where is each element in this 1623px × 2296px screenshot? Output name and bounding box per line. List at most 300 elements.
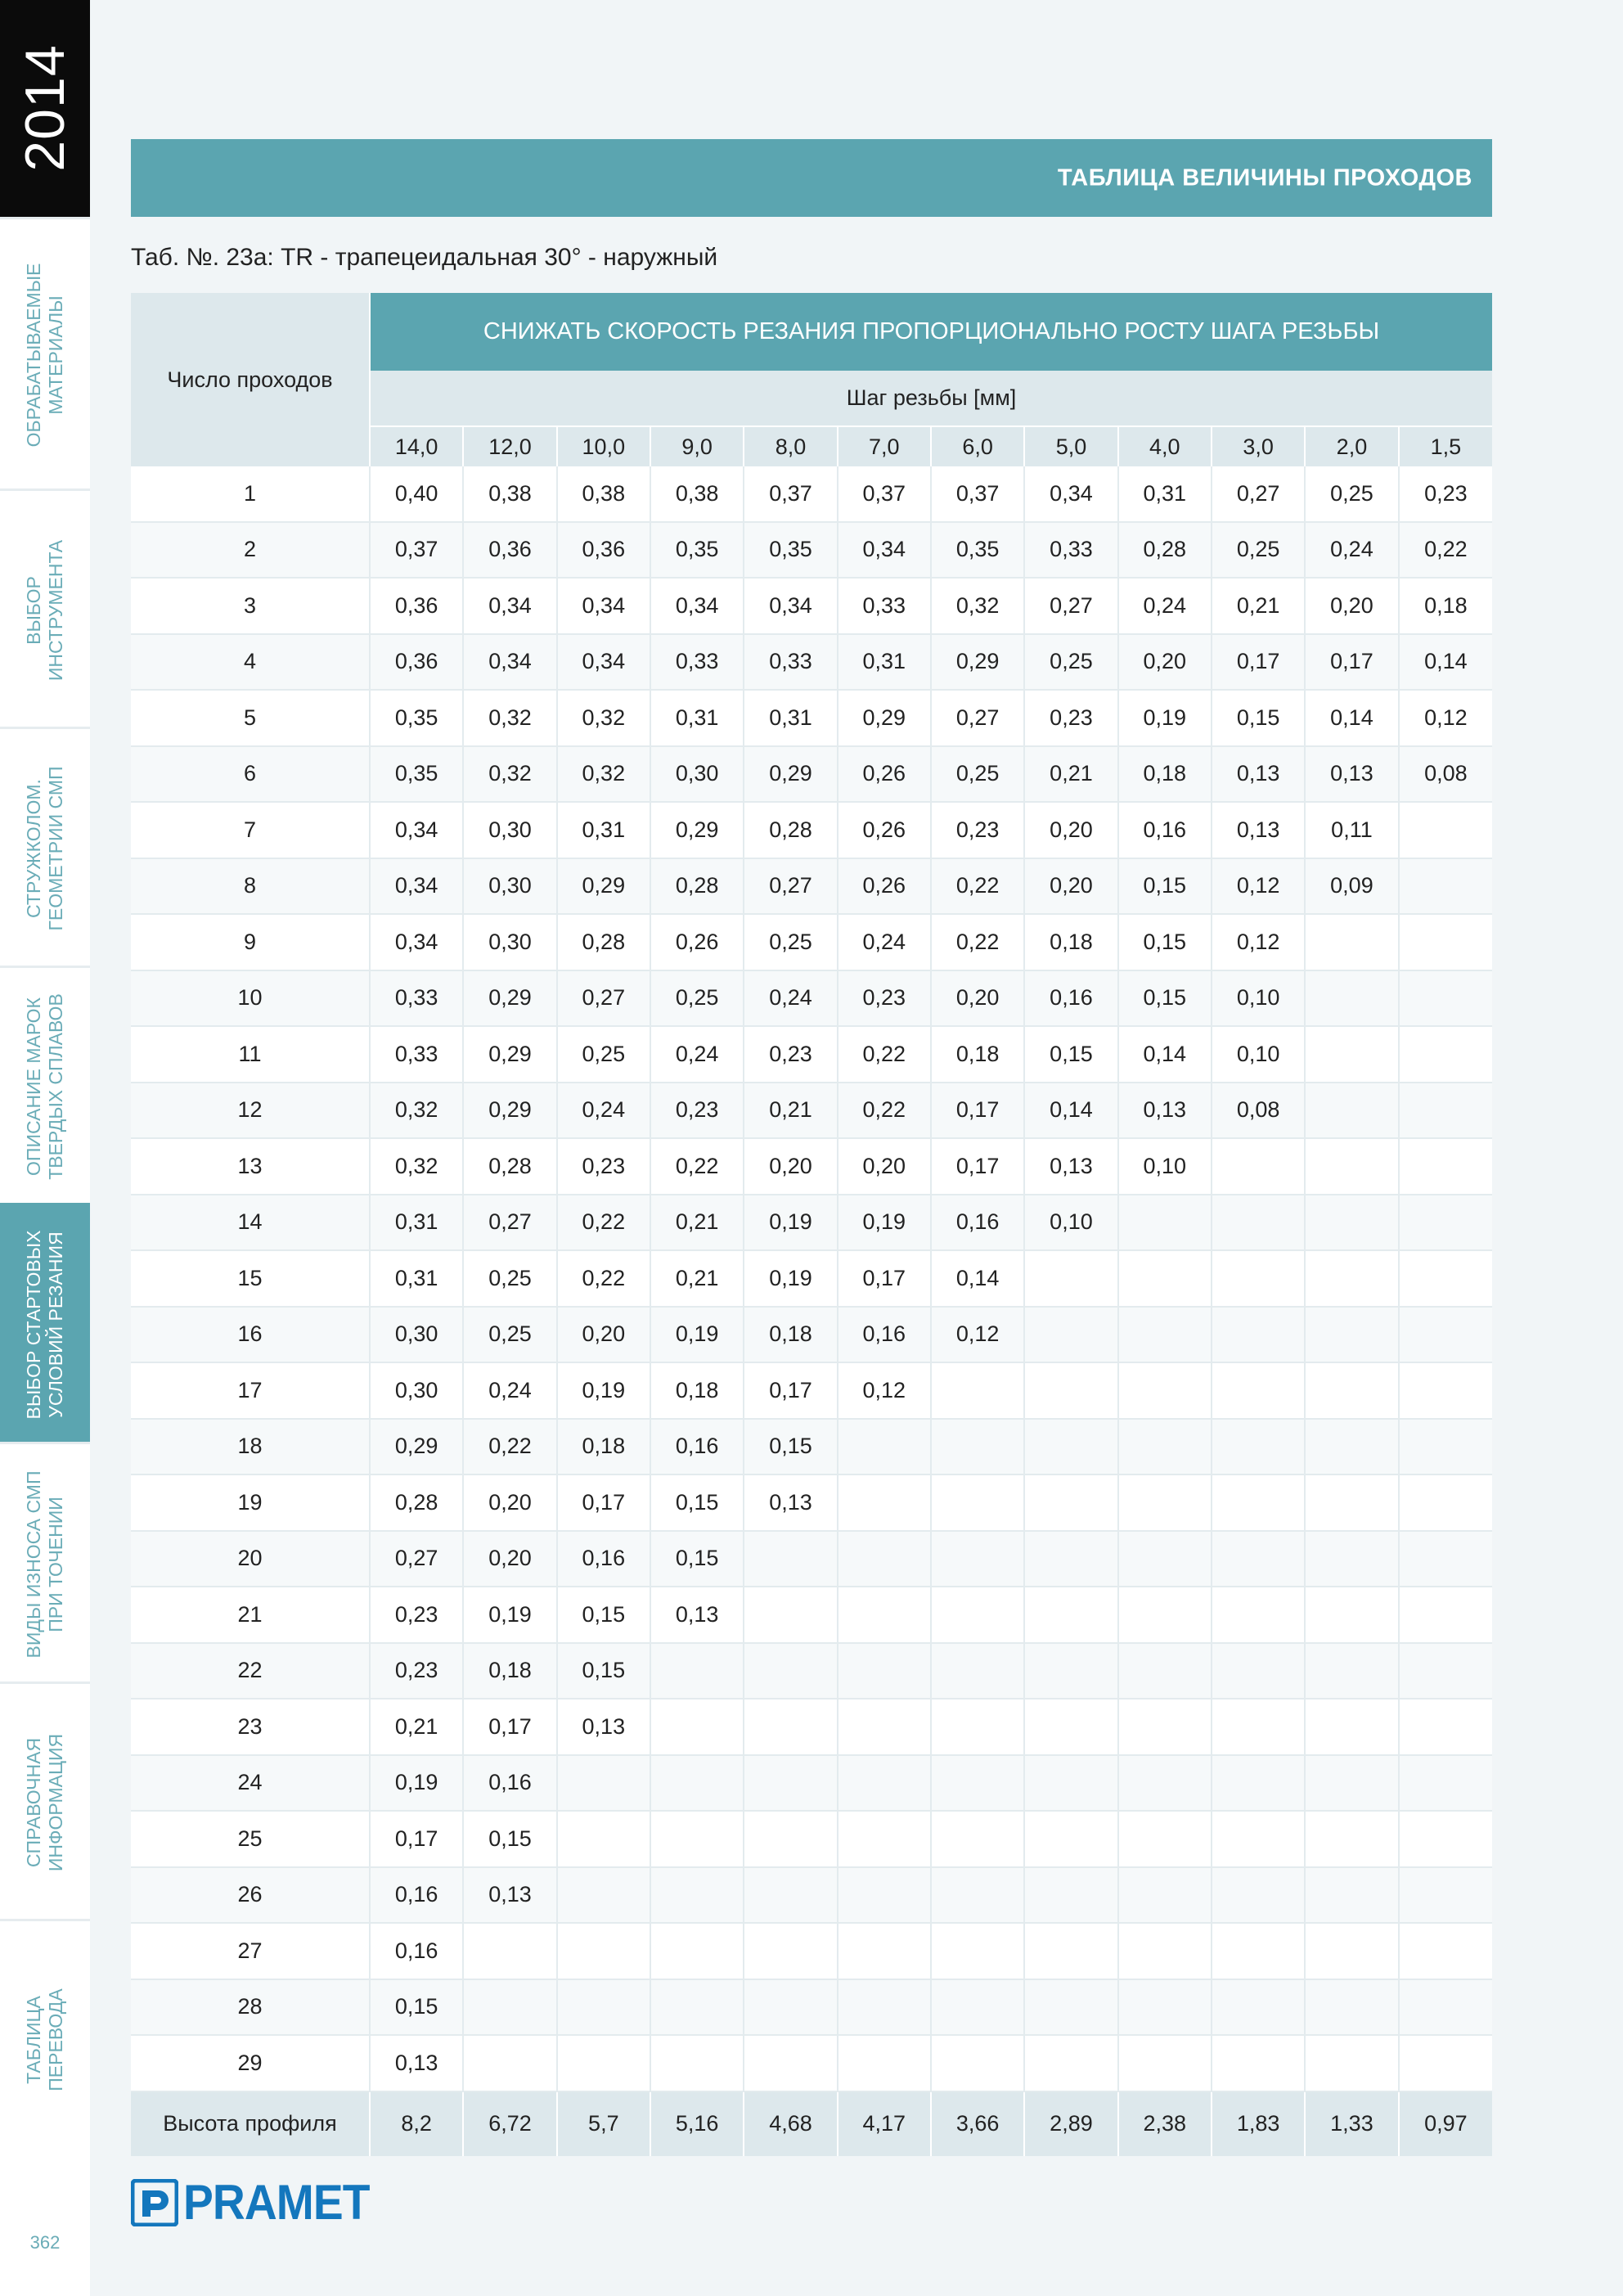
sidebar-tab[interactable] <box>0 217 90 491</box>
value-cell <box>1305 1362 1398 1419</box>
sidebar-tab[interactable] <box>0 966 90 1205</box>
value-cell: 0,37 <box>370 522 463 579</box>
value-cell <box>838 2035 931 2091</box>
sidebar-tab-label-line: ТАБЛИЦА <box>23 1996 44 2084</box>
value-cell: 0,37 <box>931 466 1024 522</box>
value-cell: 0,16 <box>463 1755 556 1812</box>
sidebar-tab-label-line: ВИДЫ ИЗНОСА СМП <box>23 1470 44 1659</box>
value-cell: 0,16 <box>838 1307 931 1363</box>
value-cell <box>1305 1811 1398 1867</box>
value-cell <box>1399 1587 1492 1643</box>
value-cell: 0,30 <box>463 914 556 970</box>
pitch-subheader: Шаг резьбы [мм] <box>370 371 1492 426</box>
value-cell: 0,23 <box>744 1026 837 1083</box>
year-label: 2014 <box>14 44 76 172</box>
value-cell: 0,18 <box>650 1362 744 1419</box>
value-cell <box>1399 2035 1492 2091</box>
value-cell: 0,19 <box>1118 690 1212 746</box>
value-cell <box>744 1811 837 1867</box>
pass-number-cell: 21 <box>131 1587 370 1643</box>
profile-height-cell: 4,68 <box>744 2091 837 2156</box>
value-cell: 0,22 <box>931 858 1024 915</box>
value-cell <box>1212 1643 1305 1699</box>
table-body <box>131 466 1492 2091</box>
value-cell <box>650 1923 744 1979</box>
table-row <box>131 1811 1492 1867</box>
value-cell: 0,17 <box>838 1250 931 1307</box>
value-cell: 0,20 <box>838 1138 931 1195</box>
value-cell: 0,33 <box>370 970 463 1027</box>
value-cell: 0,32 <box>370 1083 463 1139</box>
value-cell: 0,12 <box>1212 914 1305 970</box>
value-cell: 0,19 <box>838 1195 931 1251</box>
value-cell <box>1118 1250 1212 1307</box>
pass-number-cell: 2 <box>131 522 370 579</box>
value-cell: 0,20 <box>1024 802 1117 858</box>
value-cell: 0,34 <box>838 522 931 579</box>
value-cell: 0,15 <box>650 1474 744 1531</box>
sidebar-tab[interactable] <box>0 1919 90 2159</box>
value-cell: 0,20 <box>463 1474 556 1531</box>
sidebar-tab-label-line: ОБРАБАТЫВАЕМЫЕ <box>23 263 44 448</box>
value-cell: 0,10 <box>1118 1138 1212 1195</box>
value-cell: 0,33 <box>1024 522 1117 579</box>
value-cell <box>1118 1811 1212 1867</box>
value-cell: 0,25 <box>1024 634 1117 691</box>
value-cell: 0,17 <box>931 1138 1024 1195</box>
value-cell: 0,18 <box>1024 914 1117 970</box>
value-cell: 0,10 <box>1024 1195 1117 1251</box>
value-cell: 0,31 <box>370 1250 463 1307</box>
value-cell <box>838 1531 931 1587</box>
value-cell <box>1305 1587 1398 1643</box>
profile-height-cell: 5,7 <box>557 2091 650 2156</box>
pitch-header-cell: 8,0 <box>744 426 837 466</box>
pitch-header-cell: 4,0 <box>1118 426 1212 466</box>
table-row <box>131 1474 1492 1531</box>
table-row <box>131 1867 1492 1924</box>
sidebar-tab-label <box>23 1470 67 1658</box>
value-cell <box>1305 1419 1398 1475</box>
profile-height-cell: 2,38 <box>1118 2091 1212 2156</box>
value-cell <box>1399 1195 1492 1251</box>
value-cell: 0,32 <box>557 746 650 803</box>
value-cell <box>1399 970 1492 1027</box>
value-cell <box>931 1419 1024 1475</box>
value-cell: 0,20 <box>931 970 1024 1027</box>
value-cell <box>1118 1979 1212 2036</box>
table-row <box>131 858 1492 915</box>
value-cell: 0,32 <box>370 1138 463 1195</box>
value-cell <box>1399 802 1492 858</box>
value-cell: 0,20 <box>557 1307 650 1363</box>
value-cell <box>1305 1250 1398 1307</box>
value-cell <box>838 1699 931 1755</box>
value-cell <box>463 2035 556 2091</box>
header-band <box>131 139 1492 217</box>
value-cell: 0,26 <box>838 858 931 915</box>
value-cell: 0,15 <box>1212 690 1305 746</box>
value-cell: 0,18 <box>463 1643 556 1699</box>
value-cell: 0,34 <box>370 858 463 915</box>
value-cell <box>1305 1307 1398 1363</box>
value-cell <box>650 2035 744 2091</box>
value-cell <box>1024 1419 1117 1475</box>
sidebar-tab[interactable] <box>0 488 90 729</box>
value-cell: 0,11 <box>1305 802 1398 858</box>
value-cell: 0,32 <box>557 690 650 746</box>
value-cell <box>1212 1923 1305 1979</box>
pass-number-cell: 23 <box>131 1699 370 1755</box>
table-row <box>131 690 1492 746</box>
value-cell: 0,25 <box>650 970 744 1027</box>
value-cell <box>1399 1867 1492 1924</box>
value-cell <box>744 1923 837 1979</box>
pass-number-cell: 20 <box>131 1531 370 1587</box>
value-cell: 0,40 <box>370 466 463 522</box>
value-cell: 0,20 <box>744 1138 837 1195</box>
sidebar <box>0 0 90 2296</box>
pass-number-cell: 12 <box>131 1083 370 1139</box>
value-cell <box>1024 1250 1117 1307</box>
pass-number-cell: 15 <box>131 1250 370 1307</box>
value-cell <box>557 1811 650 1867</box>
value-cell: 0,21 <box>650 1250 744 1307</box>
pass-number-cell: 6 <box>131 746 370 803</box>
value-cell <box>1024 1362 1117 1419</box>
pass-number-cell: 3 <box>131 578 370 634</box>
value-cell <box>1399 1083 1492 1139</box>
value-cell <box>1118 1531 1212 1587</box>
value-cell: 0,25 <box>1305 466 1398 522</box>
value-cell: 0,28 <box>1118 522 1212 579</box>
value-cell: 0,34 <box>1024 466 1117 522</box>
value-cell <box>1305 1867 1398 1924</box>
value-cell <box>838 1755 931 1812</box>
value-cell: 0,19 <box>650 1307 744 1363</box>
value-cell <box>1305 1531 1398 1587</box>
value-cell: 0,32 <box>463 690 556 746</box>
value-cell <box>1212 1195 1305 1251</box>
value-cell <box>1024 1307 1117 1363</box>
value-cell: 0,15 <box>557 1587 650 1643</box>
value-cell: 0,30 <box>370 1307 463 1363</box>
value-cell: 0,23 <box>838 970 931 1027</box>
sidebar-tab-label-line: ИНСТРУМЕНТА <box>45 539 66 681</box>
value-cell: 0,09 <box>1305 858 1398 915</box>
value-cell: 0,21 <box>1212 578 1305 634</box>
value-cell <box>1212 1419 1305 1475</box>
value-cell: 0,16 <box>650 1419 744 1475</box>
value-cell: 0,13 <box>1212 802 1305 858</box>
pass-number-cell: 25 <box>131 1811 370 1867</box>
pass-number-cell: 18 <box>131 1419 370 1475</box>
sidebar-tab-label-line: МАТЕРИАЛЫ <box>45 295 66 415</box>
table-row <box>131 1699 1492 1755</box>
value-cell <box>650 1811 744 1867</box>
value-cell: 0,24 <box>557 1083 650 1139</box>
value-cell <box>1212 1755 1305 1812</box>
value-cell <box>557 1755 650 1812</box>
value-cell: 0,24 <box>1305 522 1398 579</box>
value-cell <box>1212 2035 1305 2091</box>
pass-number-cell: 11 <box>131 1026 370 1083</box>
value-cell <box>1305 1923 1398 1979</box>
value-cell: 0,27 <box>370 1531 463 1587</box>
value-cell <box>931 1362 1024 1419</box>
table-row <box>131 578 1492 634</box>
value-cell <box>931 1867 1024 1924</box>
value-cell <box>744 1643 837 1699</box>
value-cell: 0,25 <box>463 1250 556 1307</box>
pass-number-cell: 1 <box>131 466 370 522</box>
value-cell: 0,14 <box>1024 1083 1117 1139</box>
value-cell <box>1024 1474 1117 1531</box>
value-cell: 0,29 <box>557 858 650 915</box>
table-row <box>131 746 1492 803</box>
value-cell <box>650 1979 744 2036</box>
value-cell <box>931 1643 1024 1699</box>
value-cell: 0,23 <box>557 1138 650 1195</box>
value-cell <box>744 1699 837 1755</box>
table-row <box>131 1755 1492 1812</box>
value-cell: 0,38 <box>650 466 744 522</box>
sidebar-tab-label-line: СТРУЖКОЛОМ. <box>23 779 44 918</box>
value-cell: 0,34 <box>557 634 650 691</box>
value-cell <box>557 1867 650 1924</box>
value-cell: 0,15 <box>1118 970 1212 1027</box>
value-cell <box>1399 914 1492 970</box>
value-cell <box>1118 1362 1212 1419</box>
value-cell: 0,13 <box>1024 1138 1117 1195</box>
header-title: ТАБЛИЦА ВЕЛИЧИНЫ ПРОХОДОВ <box>1057 164 1472 191</box>
value-cell <box>931 1755 1024 1812</box>
value-cell: 0,30 <box>463 858 556 915</box>
pass-number-cell: 9 <box>131 914 370 970</box>
value-cell <box>931 1979 1024 2036</box>
value-cell <box>1399 1307 1492 1363</box>
value-cell: 0,12 <box>1212 858 1305 915</box>
value-cell <box>931 1531 1024 1587</box>
value-cell <box>1118 1643 1212 1699</box>
value-cell: 0,31 <box>650 690 744 746</box>
value-cell <box>1118 1587 1212 1643</box>
value-cell: 0,30 <box>650 746 744 803</box>
value-cell <box>1024 1979 1117 2036</box>
value-cell <box>1305 1026 1398 1083</box>
value-cell <box>1212 1867 1305 1924</box>
value-cell: 0,13 <box>1212 746 1305 803</box>
profile-height-cell: 6,72 <box>463 2091 556 2156</box>
value-cell <box>1212 1587 1305 1643</box>
pitch-header-cell: 2,0 <box>1305 426 1398 466</box>
value-cell: 0,24 <box>463 1362 556 1419</box>
sidebar-tab-label-line: ВЫБОР СТАРТОВЫХ <box>23 1230 44 1420</box>
value-cell <box>838 1811 931 1867</box>
value-cell: 0,17 <box>557 1474 650 1531</box>
value-cell <box>1118 1867 1212 1924</box>
value-cell: 0,19 <box>744 1195 837 1251</box>
row-header: Число проходов <box>131 293 370 466</box>
value-cell: 0,25 <box>931 746 1024 803</box>
value-cell: 0,12 <box>1399 690 1492 746</box>
table-row <box>131 522 1492 579</box>
value-cell <box>838 1643 931 1699</box>
pass-number-cell: 4 <box>131 634 370 691</box>
value-cell <box>1305 1083 1398 1139</box>
profile-height-cell: 0,97 <box>1399 2091 1492 2156</box>
value-cell <box>557 1979 650 2036</box>
value-cell: 0,28 <box>744 802 837 858</box>
pass-number-cell: 28 <box>131 1979 370 2036</box>
value-cell <box>1305 2035 1398 2091</box>
value-cell <box>1118 1195 1212 1251</box>
value-cell <box>1024 1867 1117 1924</box>
value-cell: 0,31 <box>557 802 650 858</box>
table-row <box>131 1026 1492 1083</box>
pitch-header-cell: 3,0 <box>1212 426 1305 466</box>
sidebar-tab-label-line: ТВЕРДЫХ СПЛАВОВ <box>45 993 66 1180</box>
value-cell: 0,25 <box>463 1307 556 1363</box>
value-cell <box>1024 2035 1117 2091</box>
pitch-header-cell: 14,0 <box>370 426 463 466</box>
value-cell: 0,37 <box>838 466 931 522</box>
value-cell <box>838 1979 931 2036</box>
table-row <box>131 1979 1492 2036</box>
value-cell <box>1305 914 1398 970</box>
value-cell <box>1399 1419 1492 1475</box>
value-cell: 0,13 <box>650 1587 744 1643</box>
value-cell: 0,29 <box>650 802 744 858</box>
table-banner: СНИЖАТЬ СКОРОСТЬ РЕЗАНИЯ ПРОПОРЦИОНАЛЬНО РОСТУ ШАГА РЕЗЬБЫ <box>370 293 1492 371</box>
value-cell: 0,16 <box>370 1923 463 1979</box>
value-cell: 0,16 <box>931 1195 1024 1251</box>
passes-table <box>131 293 1492 2156</box>
value-cell <box>1024 1531 1117 1587</box>
value-cell <box>1024 1811 1117 1867</box>
value-cell <box>1212 1362 1305 1419</box>
value-cell <box>1399 1699 1492 1755</box>
value-cell <box>1212 1474 1305 1531</box>
value-cell: 0,23 <box>370 1587 463 1643</box>
value-cell: 0,21 <box>744 1083 837 1139</box>
value-cell: 0,30 <box>370 1362 463 1419</box>
value-cell: 0,17 <box>1212 634 1305 691</box>
value-cell: 0,20 <box>463 1531 556 1587</box>
value-cell <box>1399 1138 1492 1195</box>
value-cell <box>1399 858 1492 915</box>
value-cell <box>838 1867 931 1924</box>
value-cell: 0,24 <box>838 914 931 970</box>
value-cell <box>1399 1026 1492 1083</box>
value-cell: 0,27 <box>557 970 650 1027</box>
value-cell: 0,20 <box>1024 858 1117 915</box>
value-cell <box>1399 1250 1492 1307</box>
value-cell: 0,31 <box>370 1195 463 1251</box>
value-cell: 0,13 <box>744 1474 837 1531</box>
table-row <box>131 1643 1492 1699</box>
value-cell: 0,19 <box>744 1250 837 1307</box>
sidebar-tab[interactable] <box>0 1442 90 1684</box>
value-cell <box>1212 1811 1305 1867</box>
value-cell <box>1024 1699 1117 1755</box>
value-cell <box>1399 1755 1492 1812</box>
value-cell <box>1305 1755 1398 1812</box>
value-cell <box>744 1587 837 1643</box>
profile-height-row <box>131 2091 1492 2156</box>
pitch-header-cell: 1,5 <box>1399 426 1492 466</box>
value-cell <box>838 1587 931 1643</box>
value-cell <box>1024 1587 1117 1643</box>
value-cell <box>931 1811 1024 1867</box>
value-cell: 0,29 <box>463 1083 556 1139</box>
value-cell: 0,22 <box>557 1195 650 1251</box>
sidebar-tab-label <box>23 263 67 448</box>
profile-height-label: Высота профиля <box>131 2091 370 2156</box>
value-cell: 0,34 <box>463 634 556 691</box>
value-cell: 0,23 <box>1024 690 1117 746</box>
sidebar-tab[interactable] <box>0 727 90 968</box>
value-cell: 0,17 <box>370 1811 463 1867</box>
value-cell: 0,23 <box>931 802 1024 858</box>
value-cell <box>1305 1474 1398 1531</box>
value-cell: 0,34 <box>744 578 837 634</box>
value-cell: 0,27 <box>1024 578 1117 634</box>
value-cell: 0,33 <box>370 1026 463 1083</box>
table-caption: Таб. №. 23а: TR - трапецеидальная 30° - наружный <box>131 244 718 271</box>
value-cell <box>1399 1362 1492 1419</box>
value-cell: 0,15 <box>1024 1026 1117 1083</box>
value-cell: 0,35 <box>931 522 1024 579</box>
profile-height-cell: 2,89 <box>1024 2091 1117 2156</box>
value-cell: 0,10 <box>1212 970 1305 1027</box>
value-cell <box>931 1587 1024 1643</box>
pitch-header-cell: 9,0 <box>650 426 744 466</box>
value-cell: 0,36 <box>463 522 556 579</box>
pass-number-cell: 16 <box>131 1307 370 1363</box>
value-cell: 0,15 <box>744 1419 837 1475</box>
value-cell: 0,21 <box>370 1699 463 1755</box>
pramet-logo <box>131 2177 385 2229</box>
sidebar-tab[interactable] <box>0 1203 90 1444</box>
pitch-header-cell: 6,0 <box>931 426 1024 466</box>
sidebar-tab-label-line: ИНФОРМАЦИЯ <box>45 1733 66 1872</box>
value-cell: 0,37 <box>744 466 837 522</box>
value-cell: 0,16 <box>557 1531 650 1587</box>
value-cell: 0,19 <box>557 1362 650 1419</box>
table-row <box>131 970 1492 1027</box>
value-cell: 0,14 <box>1305 690 1398 746</box>
value-cell: 0,33 <box>838 578 931 634</box>
value-cell <box>1118 1923 1212 1979</box>
value-cell <box>1212 1979 1305 2036</box>
pramet-logo-mark-icon <box>131 2179 178 2226</box>
value-cell: 0,32 <box>463 746 556 803</box>
table-row <box>131 634 1492 691</box>
value-cell: 0,35 <box>650 522 744 579</box>
value-cell: 0,27 <box>744 858 837 915</box>
sidebar-tab-label <box>23 1988 67 2091</box>
profile-height-cell: 8,2 <box>370 2091 463 2156</box>
value-cell <box>744 1531 837 1587</box>
table-row <box>131 1419 1492 1475</box>
value-cell: 0,19 <box>370 1755 463 1812</box>
sidebar-tab[interactable] <box>0 1681 90 1921</box>
table-row <box>131 914 1492 970</box>
value-cell: 0,18 <box>744 1307 837 1363</box>
value-cell: 0,17 <box>463 1699 556 1755</box>
pass-number-cell: 27 <box>131 1923 370 1979</box>
